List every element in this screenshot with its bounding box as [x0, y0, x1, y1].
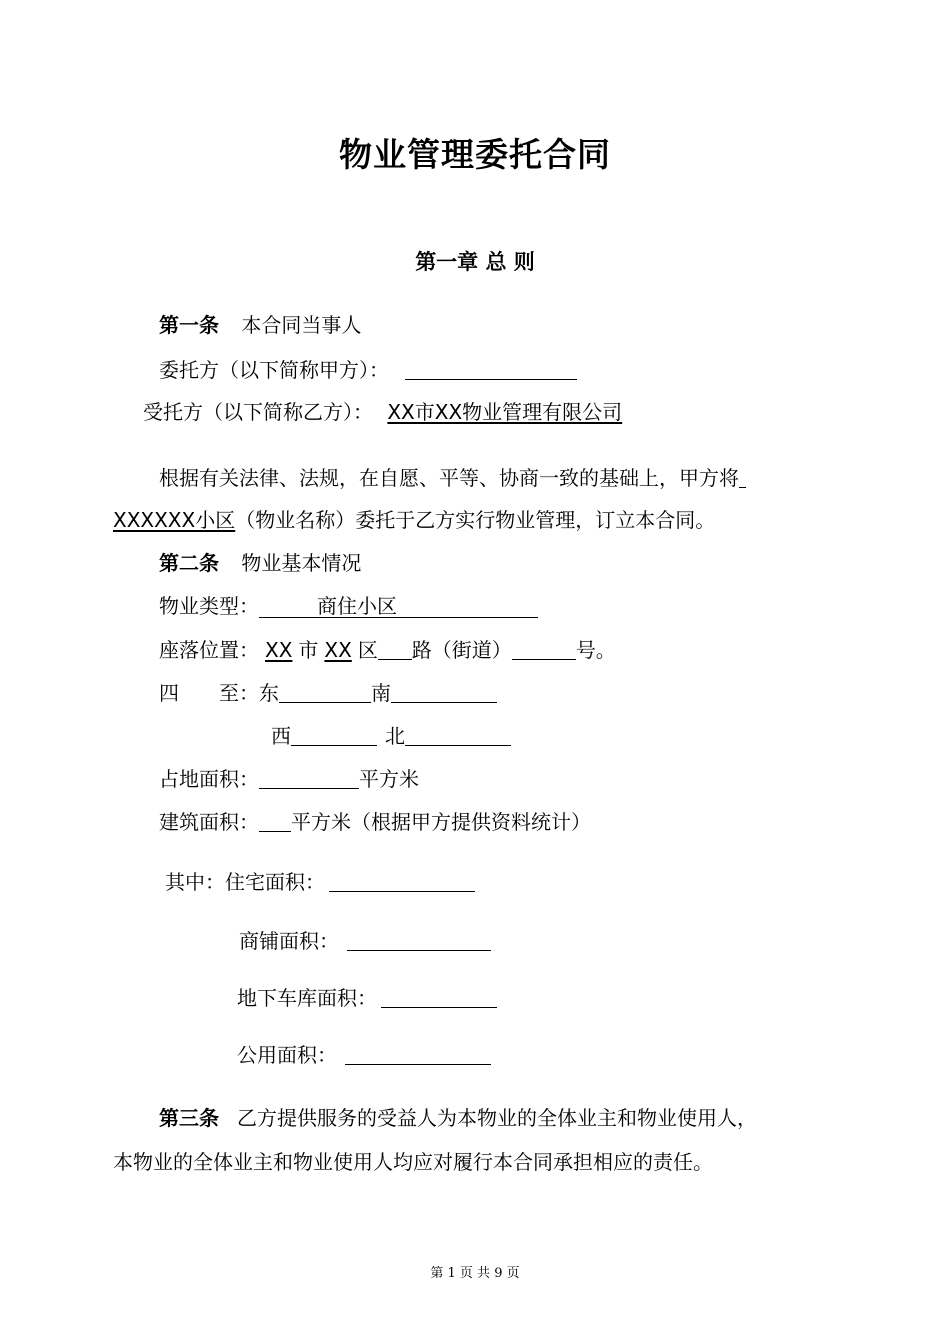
property-type-label: 物业类型： — [159, 594, 259, 618]
shop-area-row — [239, 930, 491, 951]
public-area-label: 公用面积： — [237, 1043, 337, 1067]
document-title: 物业管理委托合同 — [339, 135, 611, 174]
number-unit: 号。 — [575, 638, 616, 662]
basis-text-1: 根据有关法律、法规，在自愿、平等、协商一致的基础上，甲方将 — [159, 466, 739, 490]
location-district: XX — [324, 638, 352, 662]
residential-area-blank[interactable] — [329, 871, 475, 892]
article-3-line-1 — [159, 1108, 757, 1128]
property-type-value: 商住小区 — [259, 596, 538, 618]
residential-area-label: 其中：住宅面积： — [165, 870, 325, 894]
garage-area-blank[interactable] — [381, 987, 497, 1008]
bound-north: 北 — [385, 724, 405, 748]
basis-blank — [739, 467, 746, 488]
basis-text-2: （物业名称）委托于乙方实行物业管理，订立本合同。 — [235, 508, 716, 532]
article-2-text: 物业基本情况 — [241, 551, 362, 575]
bounds-row-2 — [271, 725, 511, 746]
road-unit: 路（街道） — [411, 638, 512, 662]
shop-area-blank[interactable] — [347, 930, 491, 951]
bound-west: 西 — [271, 724, 291, 748]
public-area-row — [237, 1044, 491, 1065]
land-area-unit: 平方米 — [359, 767, 419, 791]
bound-south: 南 — [371, 681, 391, 705]
article-2-label: 第二条 — [159, 551, 219, 575]
property-name: XXXXXX小区 — [113, 508, 236, 532]
basis-line-2 — [113, 510, 715, 530]
garage-area-label: 地下车库面积： — [237, 986, 377, 1010]
location-city-unit: 市 — [298, 638, 319, 662]
article-1-label: 第一条 — [159, 313, 219, 337]
article-3-line-2: 本物业的全体业主和物业使用人均应对履行本合同承担相应的责任。 — [113, 1150, 713, 1174]
party-b-value: XX市XX物业管理有限公司 — [387, 400, 623, 424]
north-blank[interactable] — [405, 725, 511, 746]
article-3-label: 第三条 — [159, 1106, 219, 1130]
east-blank[interactable] — [279, 682, 371, 703]
bound-east: 东 — [259, 681, 279, 705]
article-1 — [159, 315, 361, 335]
location-row — [159, 639, 616, 660]
chapter-heading: 第一章 总 则 — [415, 250, 535, 274]
land-area-row — [159, 768, 419, 789]
land-area-label: 占地面积： — [159, 767, 259, 791]
location-label: 座落位置： — [159, 638, 259, 662]
land-area-blank[interactable] — [259, 768, 359, 789]
west-blank[interactable] — [291, 725, 377, 746]
page-footer: 第 1 页 共 9 页 — [430, 1266, 520, 1281]
shop-area-label: 商铺面积： — [239, 929, 339, 953]
number-blank[interactable] — [512, 639, 576, 660]
basis-line-1 — [159, 467, 746, 488]
property-type-row — [159, 596, 538, 618]
party-b-label: 受托方（以下简称乙方）： — [143, 400, 373, 424]
location-city: XX — [265, 638, 293, 662]
party-b-row — [143, 402, 622, 422]
bounds-label: 四 至： — [159, 681, 259, 705]
public-area-blank[interactable] — [345, 1044, 491, 1065]
road-blank[interactable] — [378, 639, 412, 660]
party-a-row — [159, 359, 577, 380]
garage-area-row — [237, 987, 497, 1008]
residential-area-row — [165, 871, 475, 892]
article-2 — [159, 553, 361, 573]
building-area-unit: 平方米（根据甲方提供资料统计） — [291, 810, 591, 834]
party-a-label: 委托方（以下简称甲方）： — [159, 358, 389, 382]
bounds-row-1 — [159, 682, 497, 703]
party-a-blank[interactable] — [405, 359, 577, 380]
building-area-blank[interactable] — [259, 811, 291, 832]
south-blank[interactable] — [391, 682, 497, 703]
location-district-unit: 区 — [357, 638, 378, 662]
building-area-row — [159, 811, 591, 832]
article-3-text-1: 乙方提供服务的受益人为本物业的全体业主和物业使用人， — [237, 1106, 757, 1130]
building-area-label: 建筑面积： — [159, 810, 259, 834]
article-1-text: 本合同当事人 — [241, 313, 362, 337]
